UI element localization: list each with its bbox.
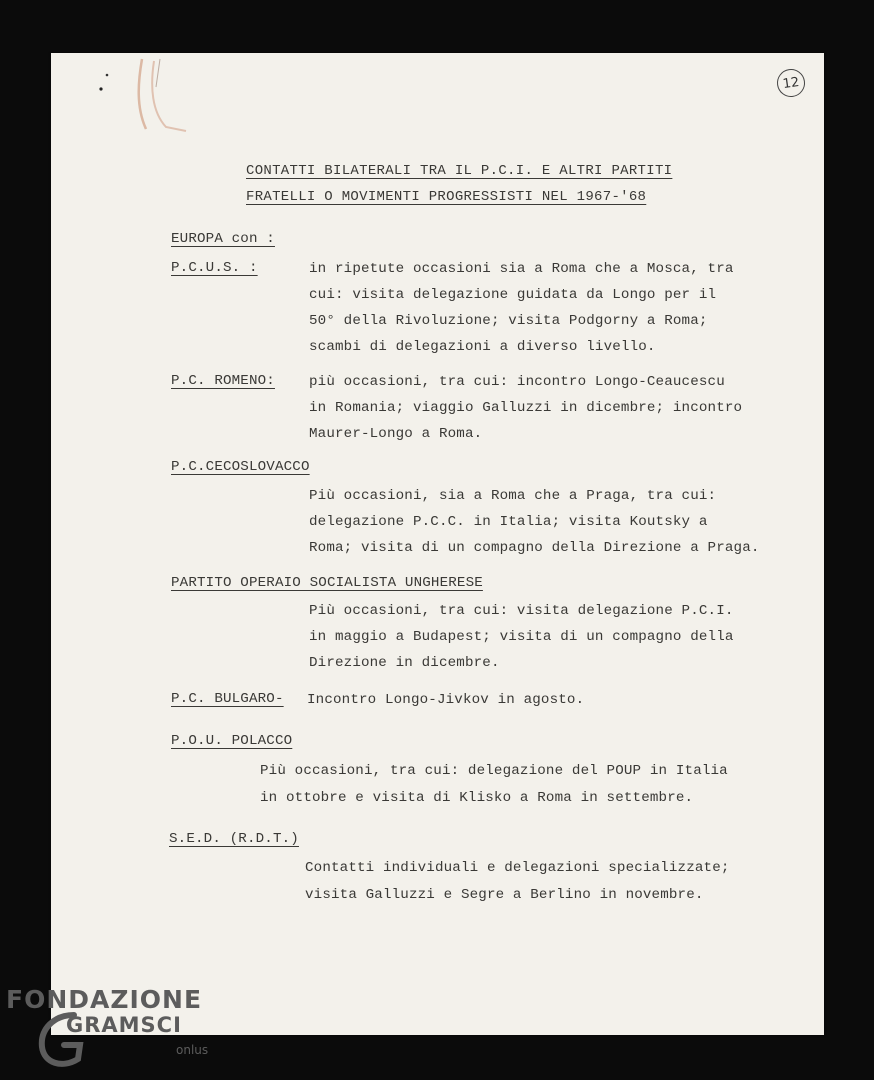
party-label-bulgaro: P.C. BULGARO- — [171, 691, 284, 707]
entry-line: 50° della Rivoluzione; visita Podgorny a Roma; — [309, 313, 708, 329]
party-label-polacco: P.O.U. POLACCO — [171, 733, 293, 749]
entry-line: in ottobre e visita di Klisko a Roma in settembre. — [260, 790, 694, 806]
entry-line: Più occasioni, sia a Roma che a Praga, tra cui: — [309, 488, 717, 504]
document-page — [51, 53, 824, 1035]
paper-stain-mark — [126, 57, 201, 135]
watermark-line-1: FONDAZIONE — [6, 985, 203, 1014]
entry-line: in ripetute occasioni sia a Roma che a Mosca, tra — [309, 261, 734, 277]
entry-line: Direzione in dicembre. — [309, 655, 500, 671]
fondazione-gramsci-watermark — [6, 985, 236, 1075]
paper-dot-marks — [97, 71, 111, 97]
entry-line: visita Galluzzi e Segre a Berlino in novembre. — [305, 887, 704, 903]
party-label-romeno: P.C. ROMENO: — [171, 373, 275, 389]
watermark-line-2: GRAMSCI — [66, 1013, 182, 1037]
party-label-cecoslovacco: P.C.CECOSLOVACCO — [171, 459, 310, 475]
entry-line: delegazione P.C.C. in Italia; visita Koutsky a — [309, 514, 708, 530]
entry-line: Contatti individuali e delegazioni specializzate; — [305, 860, 730, 876]
entry-line: Maurer-Longo a Roma. — [309, 426, 483, 442]
party-label-sed: S.E.D. (R.D.T.) — [169, 831, 299, 847]
party-label-ungherese: PARTITO OPERAIO SOCIALISTA UNGHERESE — [171, 575, 483, 591]
watermark-sub: onlus — [176, 1043, 209, 1057]
title-line-2: FRATELLI O MOVIMENTI PROGRESSISTI NEL 1967-'68 — [246, 189, 647, 205]
entry-line: Incontro Longo-Jivkov in agosto. — [307, 692, 585, 708]
entry-line: scambi di delegazioni a diverso livello. — [309, 339, 656, 355]
entry-line: in Romania; viaggio Galluzzi in dicembre; incontro — [309, 400, 743, 416]
entry-line: più occasioni, tra cui: incontro Longo-Ceaucescu — [309, 374, 725, 390]
entry-line: Roma; visita di un compagno della Direzione a Praga. — [309, 540, 760, 556]
entry-line: Più occasioni, tra cui: visita delegazione P.C.I. — [309, 603, 734, 619]
entry-line: in maggio a Budapest; visita di un compagno della — [309, 629, 734, 645]
section-heading: EUROPA con : — [171, 231, 275, 247]
entry-line: Più occasioni, tra cui: delegazione del POUP in Italia — [260, 763, 728, 779]
entry-line: cui: visita delegazione guidata da Longo per il — [309, 287, 717, 303]
page-number: 12 — [775, 67, 807, 99]
party-label-pcus: P.C.U.S. : — [171, 260, 258, 276]
title-line-1: CONTATTI BILATERALI TRA IL P.C.I. E ALTRI PARTITI — [246, 163, 673, 179]
